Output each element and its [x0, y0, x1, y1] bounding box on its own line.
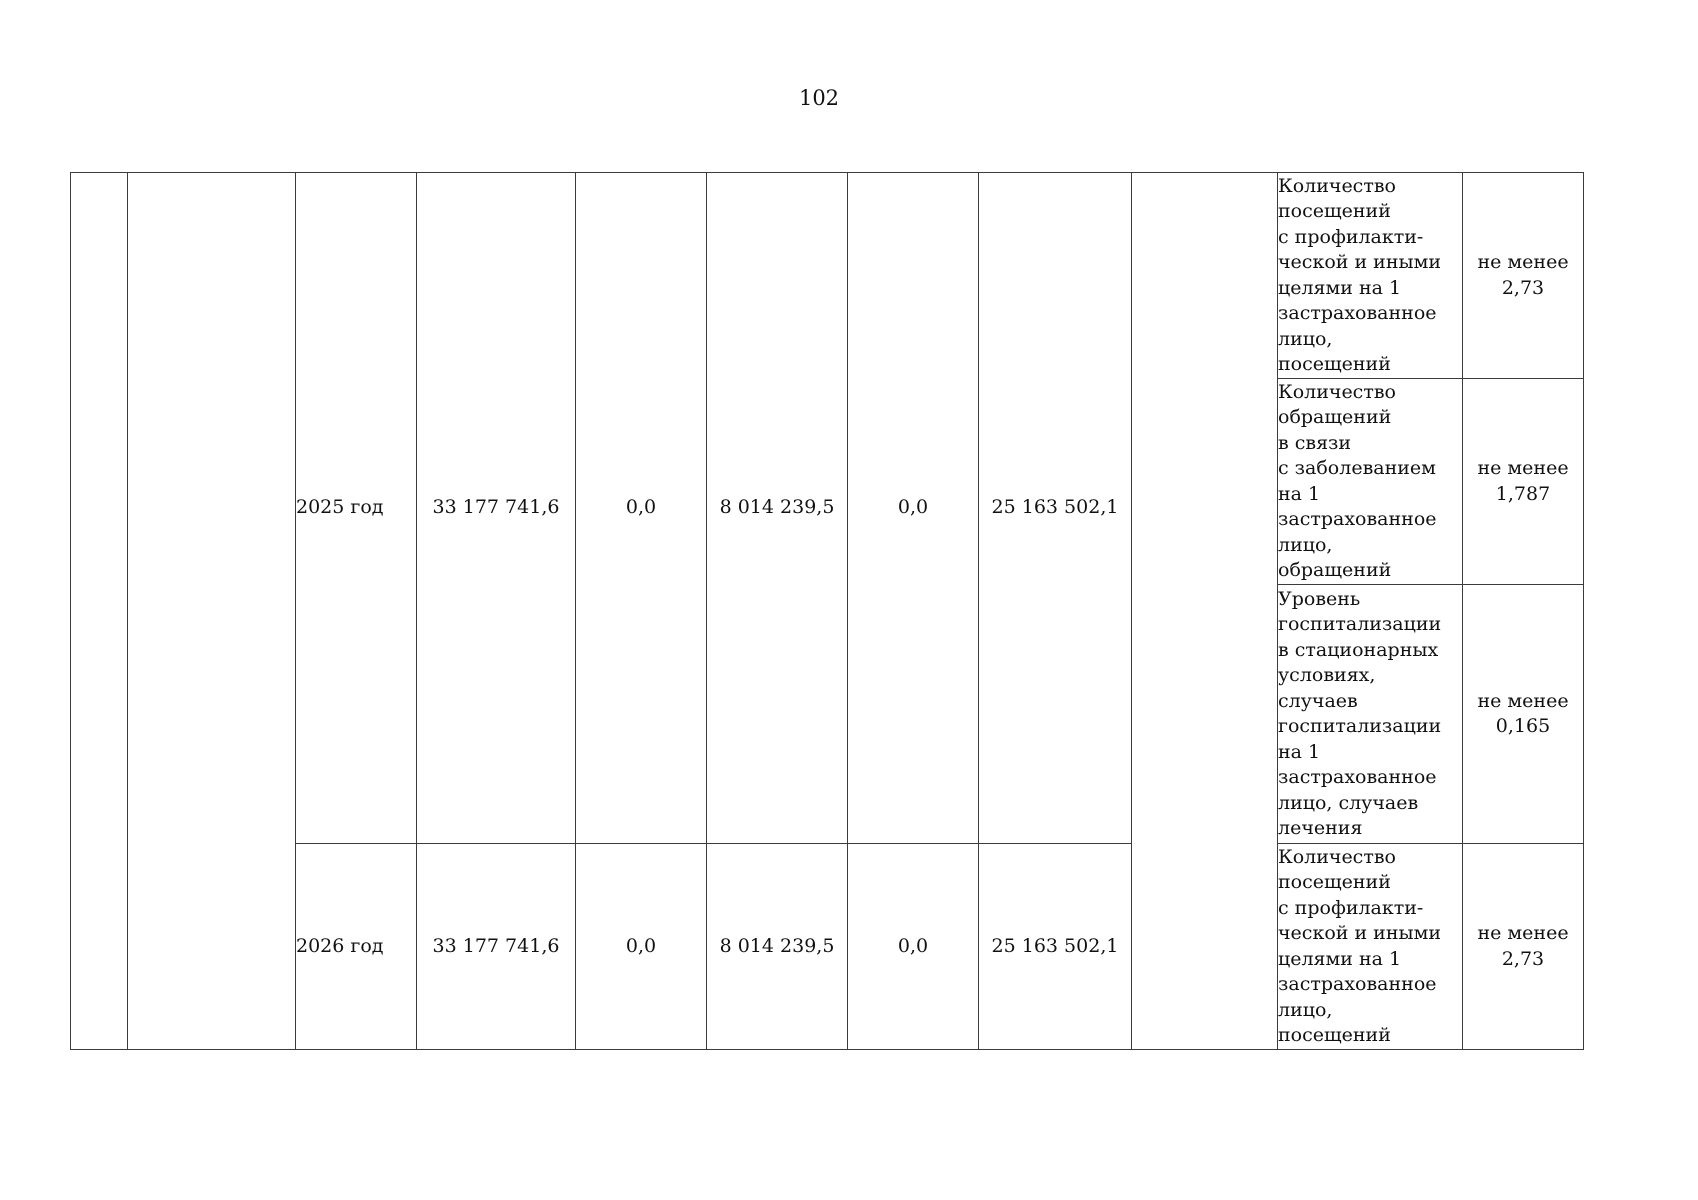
- indicator-line: случаев: [1278, 689, 1358, 712]
- indicator-name-cell: [1278, 844, 1463, 1050]
- table-row: [71, 844, 1584, 1050]
- indicator-line: застрахованное: [1278, 766, 1437, 788]
- indicator-line: Количество: [1278, 174, 1396, 197]
- target-prefix: не менее: [1477, 251, 1569, 273]
- indicator-line: обращений: [1278, 559, 1392, 581]
- indicator-line: лицо,: [1278, 327, 1333, 350]
- indicator-line: на 1: [1278, 482, 1321, 505]
- table-row: [71, 173, 1584, 379]
- other-sources-cell: 25 163 502,1: [979, 844, 1132, 1050]
- indicator-line: целями на 1: [1278, 276, 1402, 299]
- year-cell: 2025 год: [296, 173, 417, 844]
- indicator-line: ческой и иными: [1278, 922, 1442, 944]
- indicator-name-cell: [1278, 173, 1463, 379]
- row-number-cell: [71, 173, 128, 1050]
- indicator-line: с профилакти-: [1278, 225, 1424, 248]
- indicator-target-cell: [1463, 585, 1584, 844]
- indicator-target-cell: [1463, 844, 1584, 1050]
- indicator-line: застрахованное: [1278, 973, 1437, 995]
- indicator-line: условиях,: [1278, 664, 1376, 686]
- target-value: 0,165: [1495, 715, 1551, 737]
- indicator-line: ческой и иными: [1278, 251, 1442, 273]
- target-value: 2,73: [1501, 947, 1545, 970]
- indicator-name-cell: [1278, 379, 1463, 585]
- target-value: 2,73: [1501, 276, 1545, 299]
- indicator-target-cell: [1463, 173, 1584, 379]
- indicator-target-cell: [1463, 379, 1584, 585]
- measure-name-cell: [128, 173, 296, 1050]
- total-cell: 33 177 741,6: [417, 173, 576, 844]
- indicator-line: на 1: [1278, 740, 1321, 763]
- other-sources-cell: 25 163 502,1: [979, 173, 1132, 844]
- local-budget-cell: 0,0: [848, 844, 979, 1050]
- federal-budget-cell: 0,0: [576, 173, 707, 844]
- indicator-line: лицо, случаев: [1278, 791, 1419, 814]
- target-prefix: не менее: [1477, 922, 1569, 944]
- page-number: 102: [798, 86, 840, 110]
- indicator-line: в стационарных: [1278, 638, 1439, 661]
- target-prefix: не менее: [1477, 689, 1569, 712]
- indicator-line: целями на 1: [1278, 947, 1402, 970]
- indicator-line: Количество: [1278, 380, 1396, 403]
- indicator-line: застрахованное: [1278, 508, 1437, 530]
- indicator-line: госпитализации: [1278, 613, 1442, 635]
- regional-budget-cell: 8 014 239,5: [707, 844, 848, 1050]
- indicator-line: обращений: [1278, 406, 1392, 428]
- indicator-line: застрахованное: [1278, 302, 1437, 324]
- indicator-name-cell: [1278, 585, 1463, 844]
- indicator-line: посещений: [1278, 871, 1391, 893]
- indicator-line: лицо,: [1278, 998, 1333, 1021]
- indicator-line: в связи: [1278, 431, 1352, 454]
- indicator-line: лицо,: [1278, 533, 1333, 556]
- indicator-line: с заболеванием: [1278, 457, 1436, 479]
- regional-budget-cell: 8 014 239,5: [707, 173, 848, 844]
- indicator-line: Уровень: [1278, 587, 1361, 610]
- year-cell: 2026 год: [296, 844, 417, 1050]
- federal-budget-cell: 0,0: [576, 844, 707, 1050]
- local-budget-cell: 0,0: [848, 173, 979, 844]
- indicator-line: с профилакти-: [1278, 896, 1424, 919]
- indicator-line: посещений: [1278, 200, 1391, 222]
- responsible-cell: [1132, 173, 1278, 1050]
- indicator-line: посещений: [1278, 1024, 1391, 1046]
- target-value: 1,787: [1495, 482, 1551, 505]
- indicator-line: посещений: [1278, 353, 1391, 375]
- indicator-line: госпитализации: [1278, 715, 1442, 737]
- total-cell: 33 177 741,6: [417, 844, 576, 1050]
- indicator-line: Количество: [1278, 845, 1396, 868]
- target-prefix: не менее: [1477, 457, 1569, 479]
- indicator-line: лечения: [1278, 817, 1363, 839]
- budget-table: [70, 172, 1584, 1050]
